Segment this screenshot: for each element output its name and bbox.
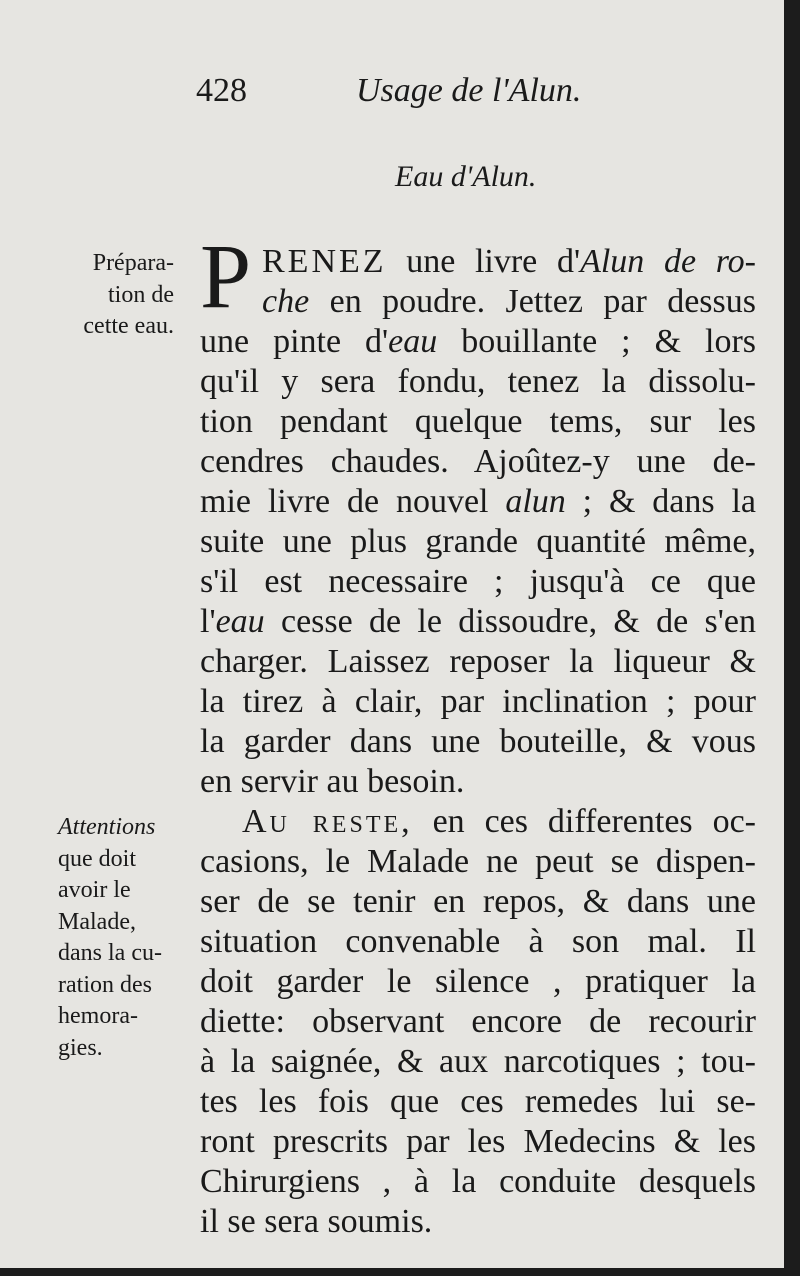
margin-note-line: dans la cu- [58,940,162,966]
text-line: casions, le Malade ne peut se dispen- [200,843,756,880]
text-line: la garder dans une bouteille, & vous [200,723,756,760]
margin-note-line: Prépara- [92,250,174,276]
text-line: doit garder le silence , pratiquer la [200,963,756,1000]
text-line: charger. Laissez reposer la liqueur & [200,643,756,680]
text-line: suite une plus grande quantité même, [200,523,756,560]
text-line: ser de se tenir en repos, & dans une [200,883,756,920]
text-line: tion pendant quelque tems, sur les [200,403,756,440]
margin-note-preparation [83,248,174,343]
margin-note-line: que doit [58,845,136,872]
margin-note-line: avoir le [58,877,131,903]
text-line: en servir au besoin. [200,763,465,800]
running-title: Usage de l'Alun. [356,72,582,109]
text-line: une pinte d'eau bouillante ; & lors [200,323,757,360]
small-caps-word: Au reste, [242,803,413,840]
margin-note-line: gies. [58,1034,103,1061]
text-line: cendres chaudes. Ajoûtez-y une de- [200,443,756,480]
text-line: l'eau cesse de le dissoudre, & de s'en [200,603,757,640]
text-line: Chirurgiens , à la conduite desquels [200,1163,756,1200]
section-title: Eau d'Alun. [395,160,537,193]
margin-note-attentions [58,812,162,1064]
margin-note-line: cette eau. [83,313,174,339]
text-line: Au reste, en ces differentes oc- [242,803,756,840]
text-line: s'il est necessaire ; jusqu'à ce que [200,563,756,600]
text-line: ront prescrits par les Medecins & les [200,1123,756,1160]
small-caps-word: RENEZ [262,243,387,280]
text-line: che en poudre. Jettez par dessus [262,283,757,320]
text-line: qu'il y sera fondu, tenez la dissolu- [200,363,756,400]
text-line: diette: observant encore de recourir [200,1003,756,1040]
text-line: à la saignée, & aux narcotiques ; tou- [200,1043,756,1080]
text-line: RENEZ une livre d'Alun de ro- [262,243,757,280]
margin-note-line: hemora- [58,1003,138,1029]
margin-note-line: Attentions [58,814,156,840]
margin-note-line: tion de [108,281,174,308]
drop-cap: P [200,225,252,327]
text-line: il se sera soumis. [200,1203,433,1240]
text-line: mie livre de nouvel alun ; & dans la [200,483,756,520]
text-line: situation convenable à son mal. Il [200,923,756,960]
page-number: 428 [196,72,247,109]
margin-note-line: ration des [58,971,152,998]
text-line: la tirez à clair, par inclination ; pour [200,683,756,720]
margin-note-line: Malade, [58,908,136,935]
running-header [196,72,581,110]
text-line: tes les fois que ces remedes lui se- [200,1083,756,1120]
